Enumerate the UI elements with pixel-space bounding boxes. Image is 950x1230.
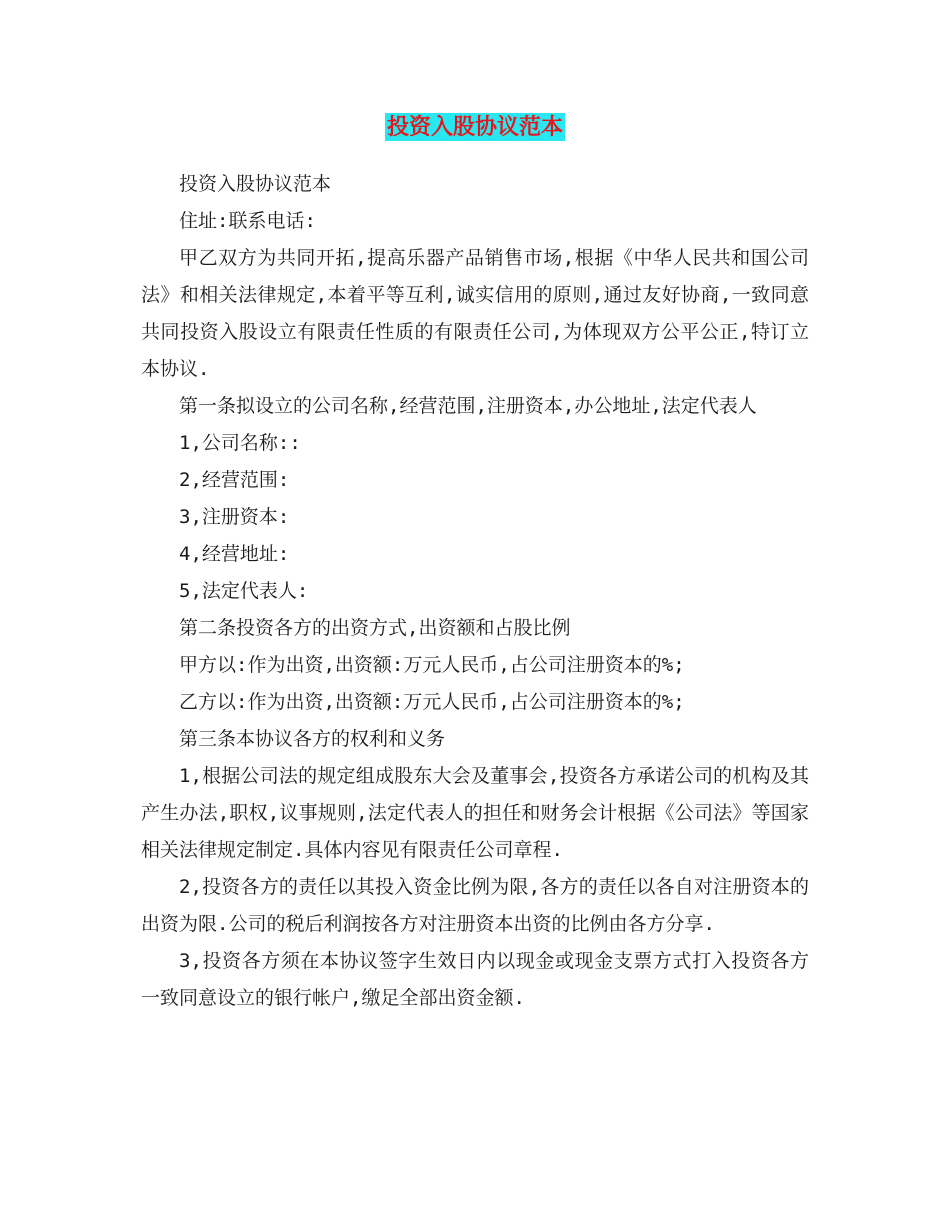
article-1-item-5: 5,法定代表人: [179,580,309,602]
article-3-item-2: 2,投资各方的责任以其投入资金比例为限,各方的责任以各自对注册资本的出资为限.公司的税后利润按各方对注册资本出资的比例由各方分享. [141,876,809,935]
article-2-party-b: 乙方以:作为出资,出资额:万元人民币,占公司注册资本的%; [179,691,685,713]
article-3-item-1: 1,根据公司法的规定组成股东大会及董事会,投资各方承诺公司的机构及其产生办法,职权,议事规则,法定代表人的担任和财务会计根据《公司法》等国家相关法律规定制定.具体内容见有限责任公司章程. [141,765,809,861]
document-body [141,166,809,1017]
article-3-item-3: 3,投资各方须在本协议签字生效日内以现金或现金支票方式打入投资各方一致同意设立的银行帐户,缴足全部出资金额. [141,950,809,1009]
article-1-heading: 第一条拟设立的公司名称,经营范围,注册资本,办公地址,法定代表人 [179,395,757,417]
document-title-text: 投资入股协议范本 [386,114,563,140]
article-1-item-3: 3,注册资本: [179,506,290,528]
paragraph-heading: 投资入股协议范本 [179,173,332,195]
paragraph-preamble: 甲乙双方为共同开拓,提高乐器产品销售市场,根据《中华人民共和国公司法》和相关法律规定,本着平等互利,诚实信用的原则,通过友好协商,一致同意共同投资入股设立有限责任性质的有限责任公司,为体现双方公平公正,特订立本协议. [141,247,809,380]
article-3-heading: 第三条本协议各方的权利和义务 [179,728,446,750]
paragraph-address: 住址:联系电话: [179,210,316,232]
document-title [0,112,950,142]
article-2-party-a: 甲方以:作为出资,出资额:万元人民币,占公司注册资本的%; [179,654,685,676]
article-1-item-4: 4,经营地址: [179,543,290,565]
article-2-heading: 第二条投资各方的出资方式,出资额和占股比例 [179,617,571,639]
article-1-item-2: 2,经营范围: [179,469,290,491]
article-1-item-1: 1,公司名称:: [179,432,301,454]
